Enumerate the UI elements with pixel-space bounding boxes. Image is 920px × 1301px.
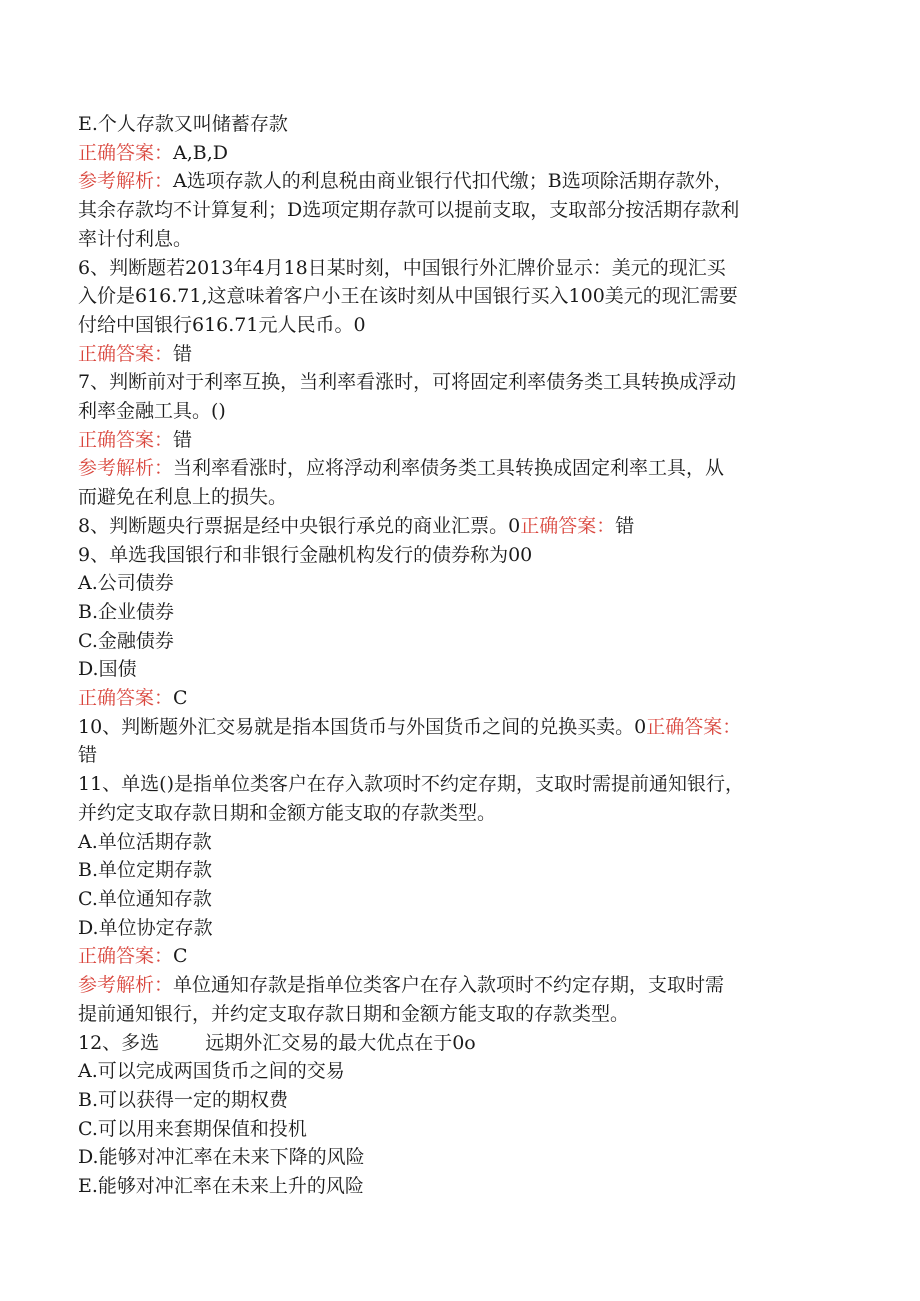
q11-option-b: B.单位定期存款 — [78, 859, 213, 882]
q12-stem: 12、多选 远期外汇交易的最大优点在于0o — [78, 1031, 476, 1054]
q9-option-c: C.金融债券 — [78, 629, 174, 652]
q5-analysis-line-3: 率计付利息。 — [78, 227, 193, 250]
analysis-label: 参考解析： — [78, 170, 174, 193]
answer-label: 正确答案： — [78, 342, 174, 365]
q11-analysis-line-1: 参考解析：单位通知存款是指单位类客户在存入款项时不约定存期，支取时需 — [78, 974, 725, 997]
q11-stem-line-2: 并约定支取存款日期和金额方能支取的存款类型。 — [78, 801, 497, 824]
q6-stem-line-1: 6、判断题若2013年4月18日某时刻，中国银行外汇牌价显示：美元的现汇买 — [78, 256, 726, 279]
q9-option-d: D.国债 — [78, 658, 137, 681]
q9-stem: 9、单选我国银行和非银行金融机构发行的债券称为00 — [78, 543, 533, 566]
q7-stem-line-1: 7、判断前对于利率互换，当利率看涨时，可将固定利率债务类工具转换成浮动 — [78, 371, 737, 394]
q6-answer — [78, 340, 838, 369]
q11-stem-line-1: 11、单选()是指单位类客户在存入款项时不约定存期，支取时需提前通知银行， — [78, 773, 745, 796]
q7-answer — [78, 426, 838, 455]
q11-option-a: A.单位活期存款 — [78, 830, 212, 853]
answer-value: 错 — [615, 514, 635, 537]
q5-analysis-line-2: 其余存款均不计算复利；D选项定期存款可以提前支取，支取部分按活期存款利 — [78, 199, 740, 222]
q12-option-d: D.能够对冲汇率在未来下降的风险 — [78, 1146, 365, 1169]
q12-option-e: E.能够对冲汇率在未来上升的风险 — [78, 1175, 364, 1198]
answer-value: 错 — [173, 428, 193, 451]
answer-label: 正确答案： — [78, 945, 174, 968]
q6-stem-line-2: 入价是616.71,这意味着客户小王在该时刻从中国银行买入100美元的现汇需要 — [78, 285, 738, 308]
answer-label: 正确答案： — [78, 687, 174, 710]
q9-answer — [78, 684, 838, 713]
analysis-label: 参考解析： — [78, 974, 174, 997]
answer-value: 错 — [173, 342, 193, 365]
answer-value: C — [173, 945, 188, 968]
analysis-label: 参考解析： — [78, 457, 174, 480]
q10-answer: 错 — [78, 744, 98, 767]
q5-analysis-line-1: 参考解析：A选项存款人的利息税由商业银行代扣代缴；B选项除活期存款外， — [78, 170, 733, 193]
q5-option-e: E.个人存款又叫储蓄存款 — [78, 113, 288, 135]
q11-option-c: C.单位通知存款 — [78, 887, 212, 910]
answer-label: 正确答案： — [78, 428, 174, 451]
q9-option-b: B.企业债券 — [78, 600, 175, 623]
q5-answer — [78, 139, 838, 168]
q12-option-b: B.可以获得一定的期权费 — [78, 1088, 289, 1111]
q7-stem-line-2: 利率金融工具。() — [78, 400, 226, 423]
answer-label: 正确答案： — [78, 141, 174, 164]
answer-value: A,B,D — [173, 141, 229, 164]
q7-analysis-line-1: 参考解析：当利率看涨时，应将浮动利率债务类工具转换成固定利率工具，从 — [78, 457, 725, 480]
q11-analysis-line-2: 提前通知银行，并约定支取存款日期和金额方能支取的存款类型。 — [78, 1002, 630, 1025]
answer-label: 正确答案： — [520, 514, 616, 537]
q9-option-a: A.公司债券 — [78, 572, 174, 595]
q10-stem: 10、判断题外汇交易就是指本国货币与外国货币之间的兑换买卖。0正确答案： — [78, 715, 742, 738]
document-page — [78, 110, 838, 1201]
q11-answer — [78, 942, 838, 971]
q12-option-a: A.可以完成两国货币之间的交易 — [78, 1060, 345, 1083]
q7-analysis-line-2: 而避免在利息上的损失。 — [78, 486, 288, 509]
answer-label: 正确答案： — [646, 715, 742, 738]
answer-value: C — [173, 687, 188, 710]
q11-option-d: D.单位协定存款 — [78, 916, 213, 939]
q6-stem-line-3: 付给中国银行616.71元人民币。0 — [78, 313, 366, 336]
q8-stem: 8、判断题央行票据是经中央银行承兑的商业汇票。0正确答案：错 — [78, 514, 635, 537]
q12-option-c: C.可以用来套期保值和投机 — [78, 1117, 307, 1140]
